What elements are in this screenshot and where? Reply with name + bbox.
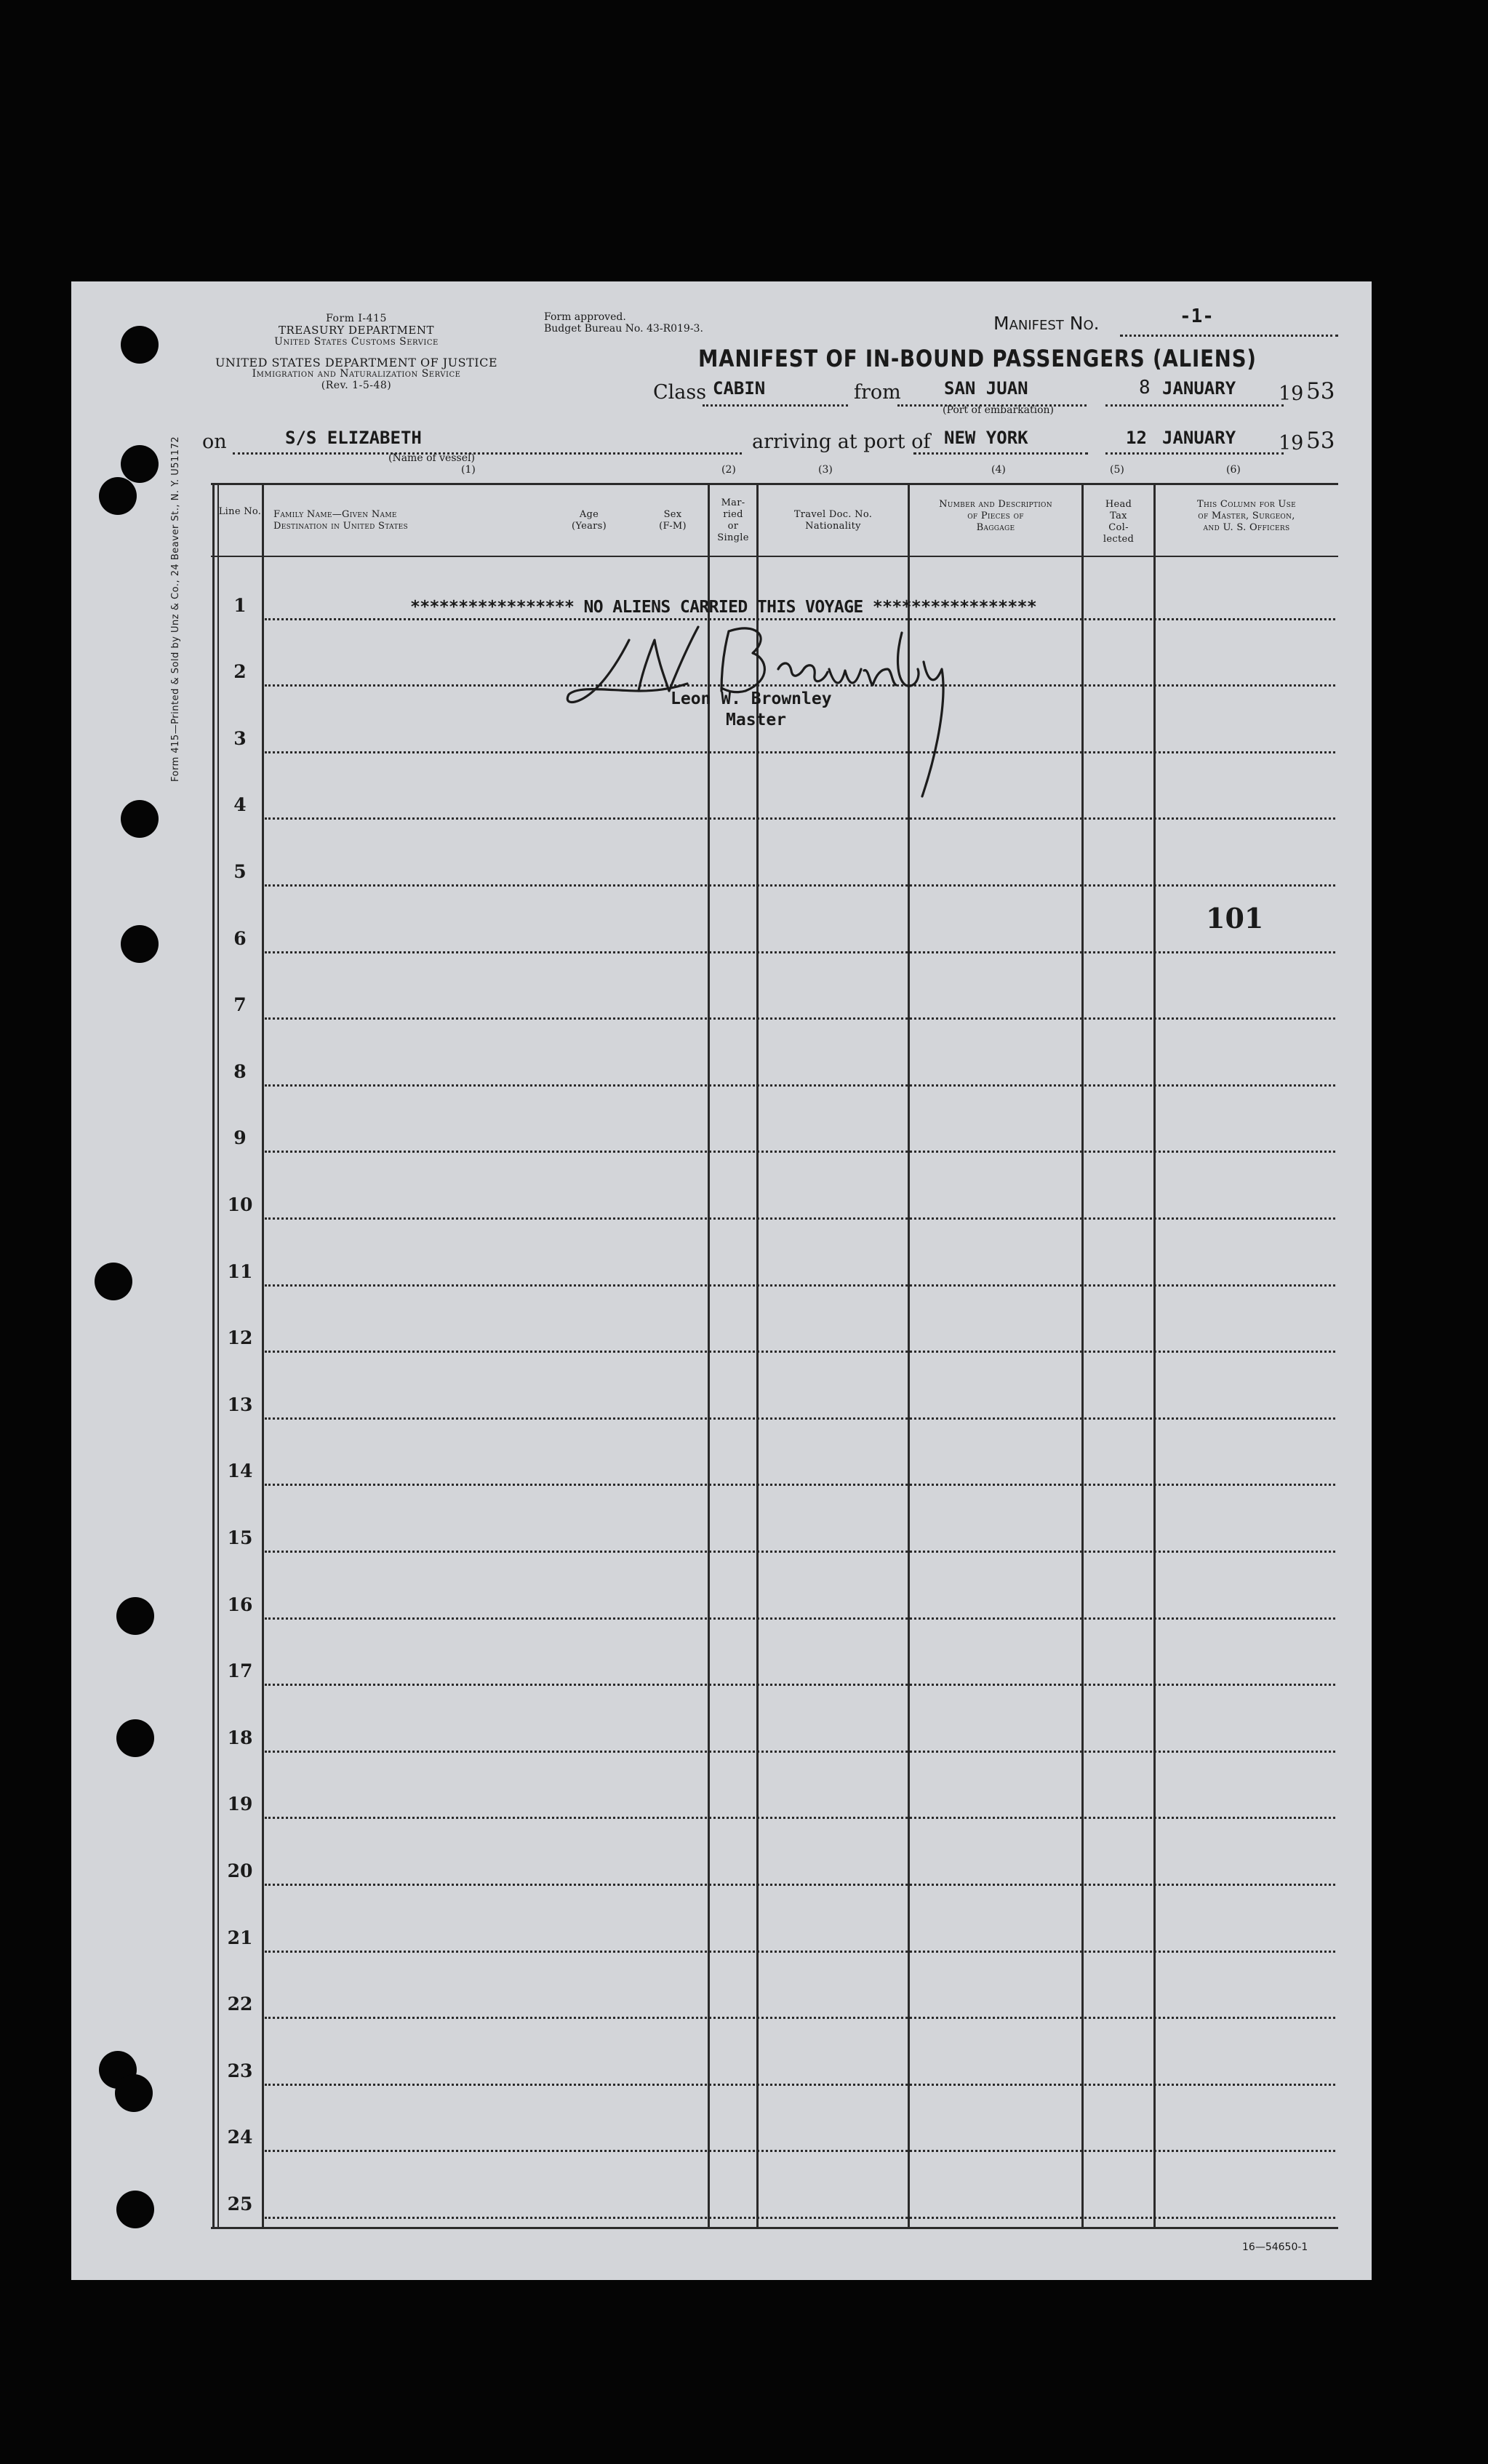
arrive-month: JANUARY	[1162, 428, 1236, 448]
from-label: from	[854, 381, 901, 404]
class-label: Class	[653, 381, 707, 404]
header-sex-2: (F-M)	[659, 521, 687, 532]
row-dotted-line	[265, 1551, 1335, 1553]
row-dotted-line	[265, 1151, 1335, 1153]
line-number: 1	[233, 594, 247, 616]
immigration-service: Immigration and Naturalization Service	[252, 368, 461, 380]
row-dotted-line	[265, 2084, 1335, 2086]
line-number: 18	[227, 1727, 253, 1748]
header-baggage-2: of Pieces of	[967, 511, 1024, 521]
punch-hole	[116, 2191, 154, 2228]
line-number: 2	[233, 661, 247, 683]
line-number: 8	[233, 1060, 247, 1082]
row-dotted-line	[265, 1217, 1335, 1220]
header-age-1: Age	[579, 509, 599, 520]
line-number: 12	[227, 1327, 253, 1349]
column-number: (4)	[991, 464, 1006, 476]
row-dotted-line	[265, 884, 1335, 887]
vessel-caption: (Name of vessel)	[388, 452, 475, 464]
column-number: (2)	[721, 464, 736, 476]
header-use-2: of Master, Surgeon,	[1198, 511, 1295, 521]
header-married-4: Single	[717, 532, 749, 543]
depart-date-line	[1105, 404, 1284, 407]
row-dotted-line	[265, 1617, 1335, 1620]
table-left-border	[212, 483, 215, 2228]
row-dotted-line	[265, 1351, 1335, 1353]
header-name-2: Destination in United States	[273, 521, 408, 532]
manifest-form-sheet	[71, 281, 1372, 2280]
arrival-port: NEW YORK	[944, 428, 1028, 448]
punch-hole	[121, 800, 159, 838]
stamp-number: 101	[1206, 902, 1264, 935]
header-sex-1: Sex	[663, 509, 682, 520]
column-divider	[1153, 483, 1156, 2228]
header-tax-3: Col-	[1108, 522, 1129, 533]
punch-hole	[95, 1263, 132, 1300]
line-number: 5	[233, 861, 247, 882]
depart-month: JANUARY	[1162, 378, 1236, 399]
budget-bureau-number: Budget Bureau No. 43-R019-3.	[544, 323, 703, 335]
manifest-number-label: Manifest No.	[993, 313, 1100, 334]
header-use-1: This Column for Use	[1197, 499, 1296, 510]
row-dotted-line	[265, 2017, 1335, 2019]
depart-year: 53	[1306, 378, 1335, 404]
line-number: 23	[227, 2060, 253, 2081]
punch-hole	[121, 326, 159, 364]
arrive-date-line	[1105, 452, 1284, 455]
line-number: 15	[227, 1527, 253, 1548]
line-number: 16	[227, 1593, 253, 1615]
form-title: MANIFEST OF IN-BOUND PASSENGERS (ALIENS)	[698, 345, 1257, 372]
arrive-day: 12	[1126, 428, 1147, 448]
header-travel-1: Travel Doc. No.	[793, 509, 873, 520]
row-dotted-line	[265, 1417, 1335, 1420]
header-married-3: or	[727, 521, 739, 532]
header-baggage-1: Number and Description	[939, 499, 1052, 510]
row-dotted-line	[265, 951, 1335, 953]
column-number: (1)	[461, 464, 476, 476]
manifest-number-line	[1120, 335, 1338, 337]
line-number: 21	[227, 1927, 253, 1948]
row-dotted-line	[265, 817, 1335, 820]
no-aliens-notice: ***************** NO ALIENS CARRIED THIS VOYAGE *****************	[410, 598, 1037, 617]
port-embarkation-caption: (Port of embarkation)	[943, 404, 1054, 416]
master-signature	[560, 618, 1047, 807]
line-number: 19	[227, 1793, 253, 1815]
form-number: Form I-415	[326, 313, 387, 324]
line-number: 11	[227, 1260, 253, 1282]
class-value: CABIN	[713, 378, 766, 399]
from-value: SAN JUAN	[944, 378, 1028, 399]
line-number: 7	[233, 994, 247, 1016]
line-number: 25	[227, 2193, 253, 2215]
row-dotted-line	[265, 1817, 1335, 1819]
row-dotted-line	[265, 2217, 1335, 2219]
vessel-name: S/S ELIZABETH	[285, 428, 422, 448]
depart-day: 8	[1139, 377, 1151, 399]
row-dotted-line	[265, 1884, 1335, 1886]
header-tax-4: lected	[1103, 534, 1135, 545]
form-approved: Form approved.	[544, 311, 626, 323]
master-title: Master	[726, 711, 787, 729]
line-number: 14	[227, 1460, 253, 1482]
line-number: 3	[233, 727, 247, 749]
line-number: 13	[227, 1393, 253, 1415]
punch-hole	[115, 2074, 153, 2112]
line-number: 20	[227, 1860, 253, 1881]
printer-imprint: Form 415—Printed & Sold by Unz & Co., 24 Beaver St., N. Y. U51172	[170, 436, 181, 782]
header-age-2: (Years)	[571, 521, 607, 532]
header-baggage-3: Baggage	[976, 522, 1015, 533]
arrive-year: 53	[1306, 428, 1335, 454]
row-dotted-line	[265, 1484, 1335, 1486]
column-number: (3)	[818, 464, 833, 476]
customs-service: United States Customs Service	[274, 336, 439, 348]
department-of-justice: UNITED STATES DEPARTMENT OF JUSTICE	[215, 356, 498, 369]
header-name-1: Family Name—Given Name	[273, 509, 397, 520]
table-top-border	[211, 483, 1338, 485]
table-bottom-border	[211, 2227, 1338, 2229]
on-label: on	[202, 431, 227, 453]
row-dotted-line	[265, 1684, 1335, 1686]
header-married-2: ried	[723, 509, 743, 520]
punch-hole	[116, 1597, 154, 1635]
row-dotted-line	[265, 1017, 1335, 1020]
column-number: (6)	[1226, 464, 1241, 476]
punch-hole	[121, 445, 159, 483]
row-dotted-line	[265, 1751, 1335, 1753]
punch-hole	[121, 925, 159, 963]
row-dotted-line	[265, 1951, 1335, 1953]
column-divider	[262, 483, 264, 2228]
header-travel-2: Nationality	[805, 521, 861, 532]
master-name: Leon W. Brownley	[671, 689, 832, 708]
table-header-rule	[211, 556, 1338, 557]
line-number: 9	[233, 1127, 247, 1149]
row-dotted-line	[265, 1084, 1335, 1087]
line-number: 22	[227, 1993, 253, 2015]
column-divider	[1081, 483, 1084, 2228]
header-tax-2: Tax	[1110, 511, 1127, 521]
manifest-number: -1-	[1180, 305, 1214, 327]
column-number: (5)	[1110, 464, 1124, 476]
row-dotted-line	[265, 1284, 1335, 1287]
row-dotted-line	[265, 2150, 1335, 2152]
arriving-label: arriving at port of	[752, 431, 931, 453]
footer-code: 16—54650-1	[1242, 2241, 1308, 2253]
line-number: 4	[233, 794, 247, 816]
punch-hole	[99, 477, 137, 515]
line-number: 10	[227, 1194, 253, 1215]
class-line	[703, 404, 848, 407]
header-married-1: Mar-	[721, 497, 745, 508]
arrival-port-line	[913, 452, 1088, 455]
treasury-department: TREASURY DEPARTMENT	[279, 324, 434, 337]
punch-hole	[116, 1719, 154, 1757]
arrive-year-prefix: 19	[1279, 432, 1304, 455]
line-number: 6	[233, 927, 247, 949]
form-revision: (Rev. 1-5-48)	[321, 380, 392, 391]
header-use-3: and U. S. Officers	[1203, 522, 1290, 533]
line-number: 17	[227, 1660, 253, 1682]
header-line-no: Line No.	[218, 506, 262, 517]
depart-year-prefix: 19	[1279, 383, 1304, 405]
header-tax-1: Head	[1105, 499, 1132, 510]
vessel-line	[233, 452, 742, 455]
line-number: 24	[227, 2127, 253, 2148]
